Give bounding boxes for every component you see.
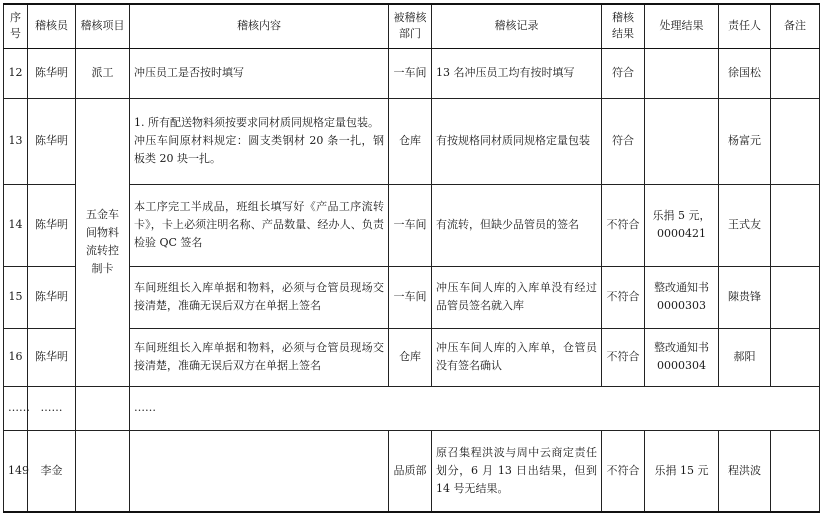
cell-record: 冲压车间人库的入库单没有经过品管员签名就入库: [432, 266, 602, 328]
cell-content: ……: [130, 386, 820, 430]
cell-result: 不符合: [602, 266, 645, 328]
cell-auditor: 陈华明: [28, 328, 76, 386]
header-item: 稽核项目: [76, 4, 130, 48]
cell-owner: 杨富元: [719, 98, 771, 184]
cell-content: [130, 430, 389, 512]
cell-seq: ……: [4, 386, 28, 430]
cell-item: 派工: [76, 48, 130, 98]
cell-remark: [771, 266, 820, 328]
cell-result: 不符合: [602, 184, 645, 266]
header-handling: 处理结果: [645, 4, 719, 48]
cell-content: 车间班组长入库单据和物料，必须与仓管员现场交接清楚，准确无误后双方在单据上签名: [130, 266, 389, 328]
header-remark: 备注: [771, 4, 820, 48]
cell-item: [76, 430, 130, 512]
header-dept: 被稽核 部门: [389, 4, 432, 48]
header-record: 稽核记录: [432, 4, 602, 48]
cell-seq: 149: [4, 430, 28, 512]
header-auditor: 稽核员: [28, 4, 76, 48]
header-result: 稽核 结果: [602, 4, 645, 48]
cell-record: 13 名冲压员工均有按时填写: [432, 48, 602, 98]
cell-dept: 仓库: [389, 98, 432, 184]
cell-seq: 16: [4, 328, 28, 386]
table-row-ellipsis: [4, 386, 820, 430]
cell-auditor: 陈华明: [28, 266, 76, 328]
cell-record: 冲压车间人库的入库单，仓管员没有签名确认: [432, 328, 602, 386]
header-row: [4, 4, 820, 48]
cell-remark: [771, 98, 820, 184]
cell-result: 不符合: [602, 328, 645, 386]
audit-document: [3, 3, 819, 513]
cell-remark: [771, 184, 820, 266]
header-content: 稽核内容: [130, 4, 389, 48]
header-seq: 序 号: [4, 4, 28, 48]
cell-remark: [771, 48, 820, 98]
cell-seq: 13: [4, 98, 28, 184]
cell-seq: 12: [4, 48, 28, 98]
cell-result: 符合: [602, 98, 645, 184]
cell-owner: 王式友: [719, 184, 771, 266]
cell-record: 原召集程洪波与周中云商定责任划分，6 月 13 日出结果，但到 14 号无结果。: [432, 430, 602, 512]
cell-owner: 徐国松: [719, 48, 771, 98]
cell-handling: 整改通知书 0000304: [645, 328, 719, 386]
cell-dept: 品质部: [389, 430, 432, 512]
cell-result: 符合: [602, 48, 645, 98]
cell-remark: [771, 430, 820, 512]
cell-auditor: 陈华明: [28, 184, 76, 266]
cell-result: 不符合: [602, 430, 645, 512]
cell-dept: 一车间: [389, 48, 432, 98]
audit-table: [3, 3, 820, 513]
cell-owner: 陳贵锋: [719, 266, 771, 328]
cell-seq: 14: [4, 184, 28, 266]
cell-handling: 乐捐 5 元， 0000421: [645, 184, 719, 266]
cell-owner: 程洪波: [719, 430, 771, 512]
cell-handling: 整改通知书 0000303: [645, 266, 719, 328]
cell-item: [76, 386, 130, 430]
cell-content: 冲压员工是否按时填写: [130, 48, 389, 98]
cell-handling: [645, 48, 719, 98]
cell-owner: 郝阳: [719, 328, 771, 386]
cell-auditor: ……: [28, 386, 76, 430]
cell-item-group: 五金车 间物料 流转控 制卡: [76, 98, 130, 386]
cell-dept: 一车间: [389, 184, 432, 266]
cell-handling: 乐捐 15 元: [645, 430, 719, 512]
cell-handling: [645, 98, 719, 184]
cell-auditor: 李金: [28, 430, 76, 512]
cell-seq: 15: [4, 266, 28, 328]
table-row: [4, 98, 820, 184]
header-owner: 责任人: [719, 4, 771, 48]
cell-record: 有流转，但缺少品管员的签名: [432, 184, 602, 266]
cell-content: 本工序完工半成品，班组长填写好《产品工序流转卡》，卡上必须注明名称、产品数量、经办人、负责检验 QC 签名: [130, 184, 389, 266]
cell-record: 有按规格同材质同规格定量包装: [432, 98, 602, 184]
table-row: [4, 48, 820, 98]
cell-content: 车间班组长入库单据和物料，必须与仓管员现场交接清楚，准确无误后双方在单据上签名: [130, 328, 389, 386]
cell-auditor: 陈华明: [28, 98, 76, 184]
cell-content: 1. 所有配送物料须按要求同材质同规格定量包装。 冲压车间原材料规定：圆支类钢材 20 条一扎，钢板类 20 块一扎。: [130, 98, 389, 184]
cell-dept: 仓库: [389, 328, 432, 386]
cell-auditor: 陈华明: [28, 48, 76, 98]
cell-dept: 一车间: [389, 266, 432, 328]
table-row: [4, 430, 820, 512]
cell-remark: [771, 328, 820, 386]
